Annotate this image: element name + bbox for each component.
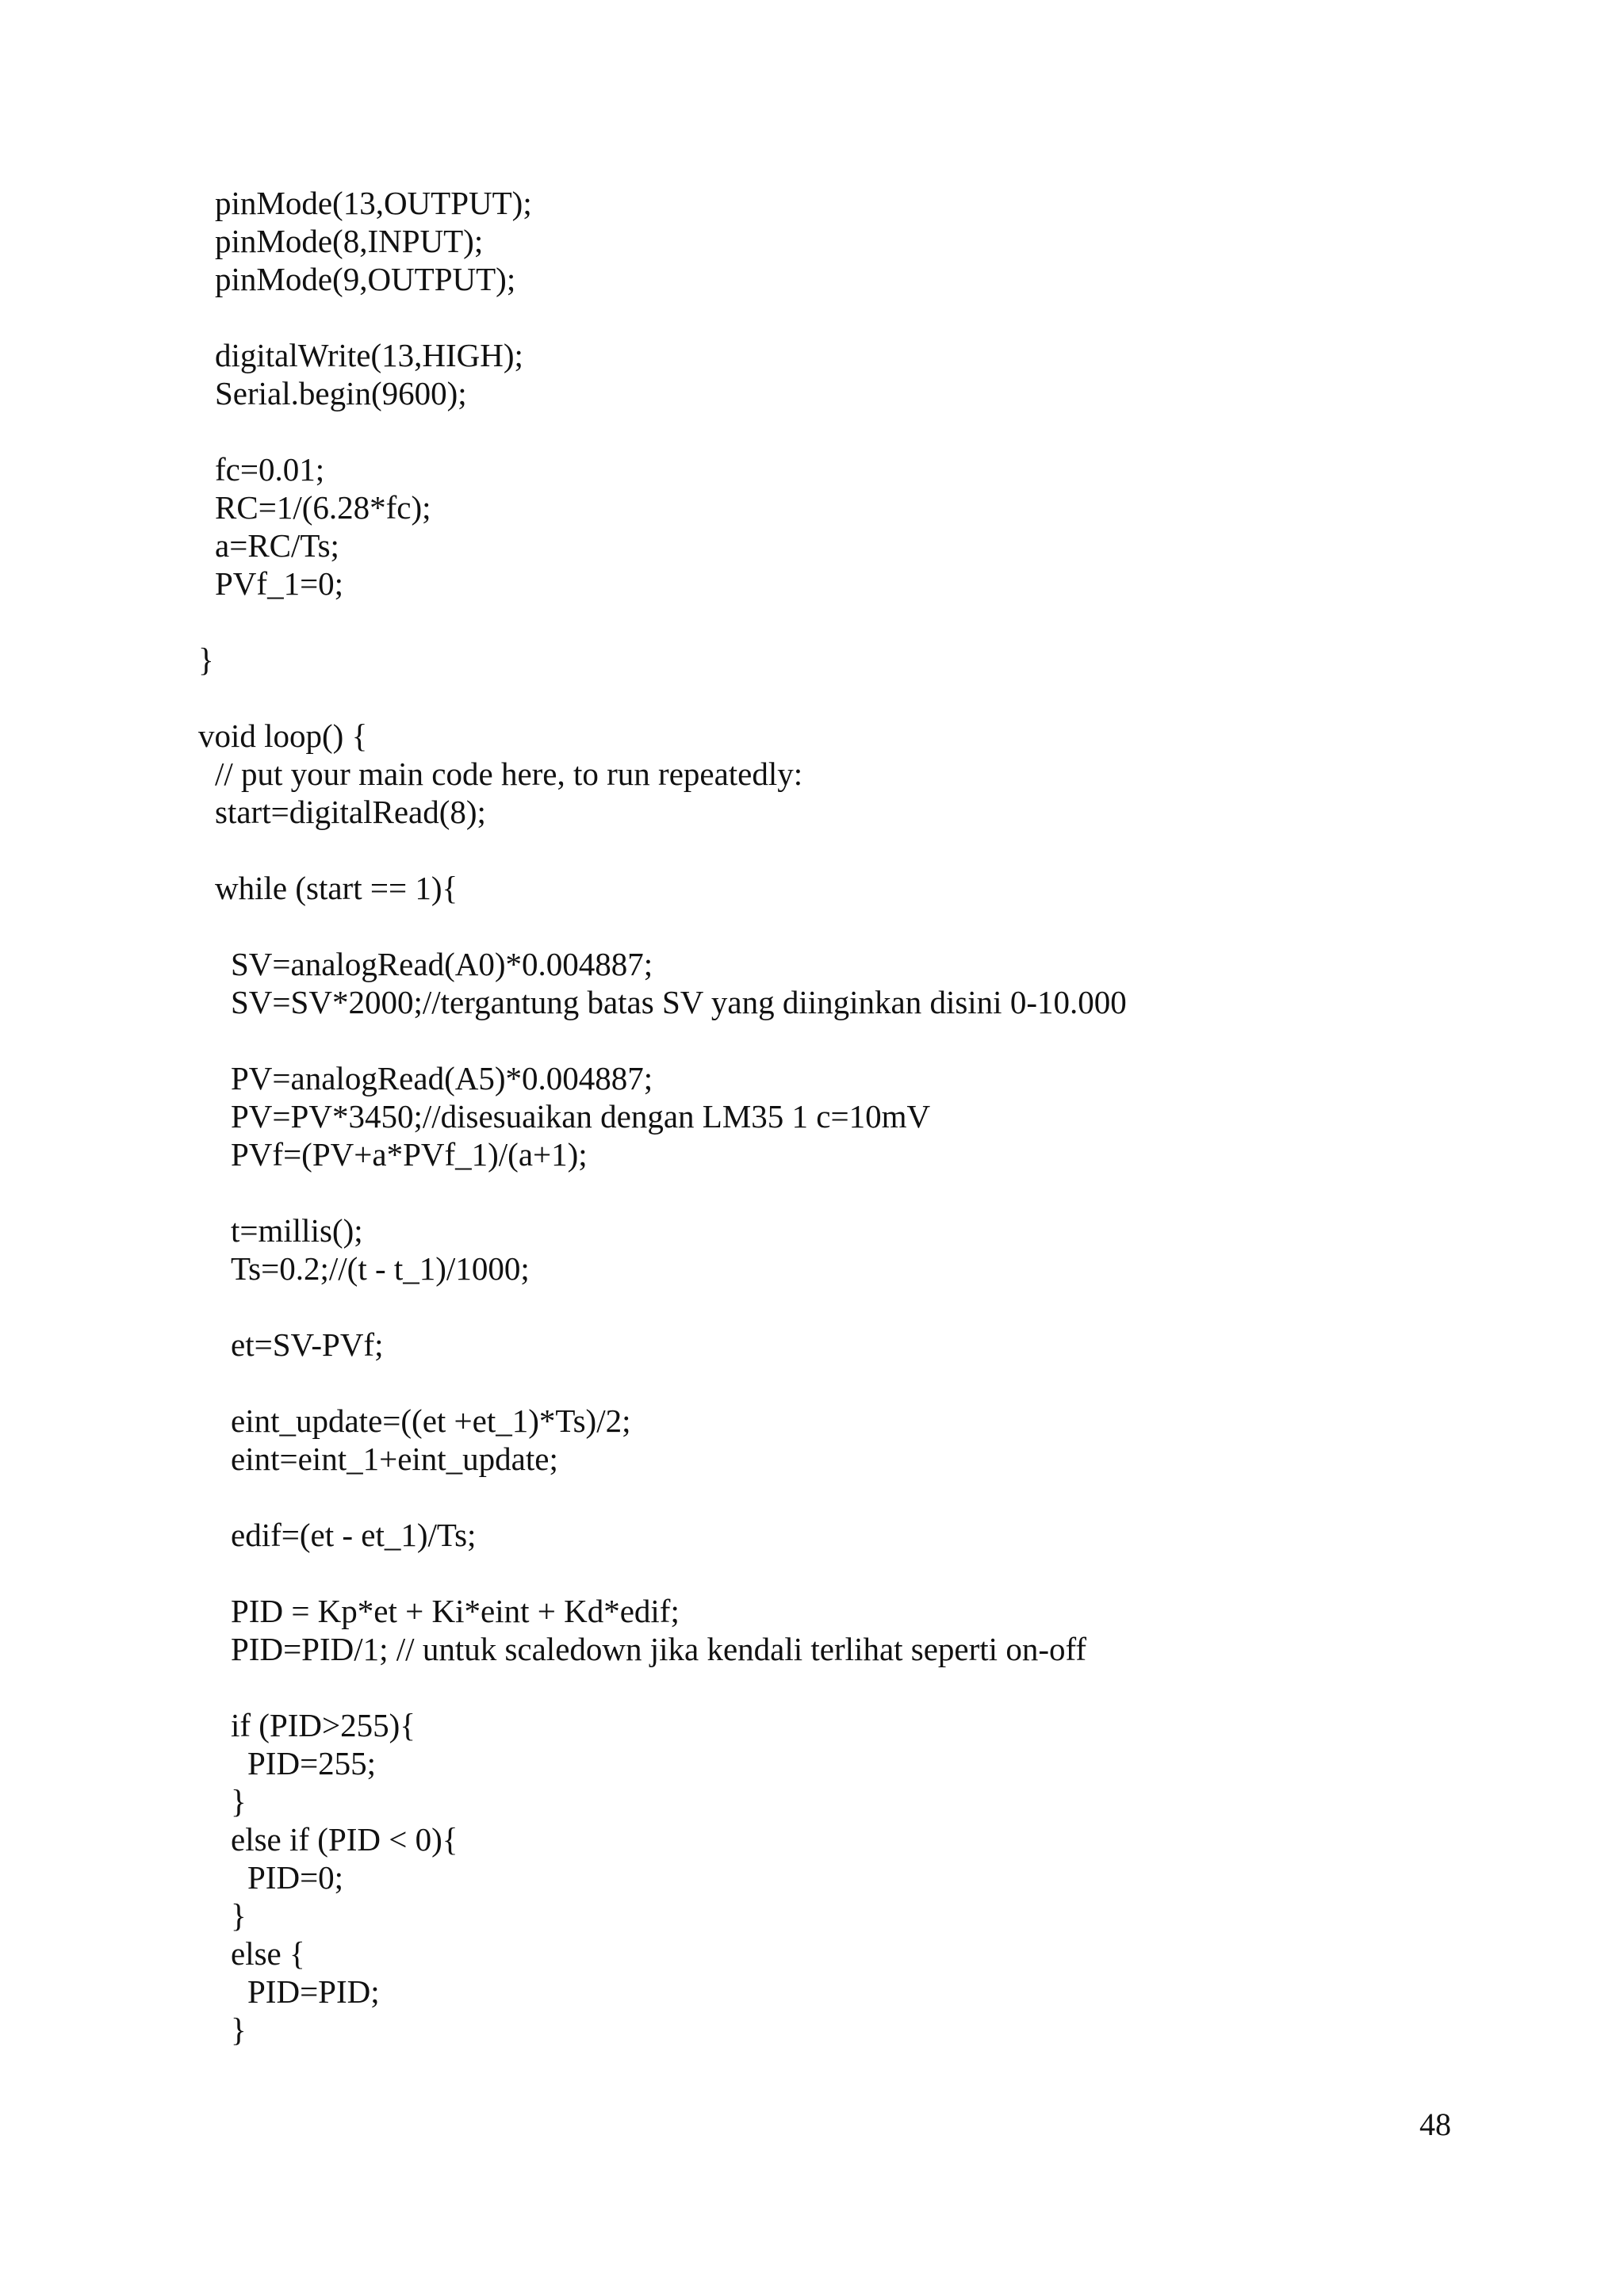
code-line: eint_update=((et +et_1)*Ts)/2;	[231, 1402, 631, 1439]
code-line: PID=PID/1; // untuk scaledown jika kendali terlihat seperti on-off	[231, 1631, 1087, 1667]
code-line: a=RC/Ts;	[215, 527, 339, 564]
code-line: et=SV-PVf;	[231, 1326, 384, 1363]
code-line: pinMode(13,OUTPUT);	[215, 185, 532, 221]
code-line: PV=analogRead(A5)*0.004887;	[231, 1060, 653, 1096]
code-line: if (PID>255){	[231, 1707, 416, 1743]
blank-line	[198, 603, 1507, 641]
code-line: else if (PID < 0){	[231, 1821, 458, 1858]
code-line: void loop() {	[198, 718, 368, 754]
code-line: PID = Kp*et + Ki*eint + Kd*edif;	[231, 1593, 680, 1629]
code-line: // put your main code here, to run repeatedly:	[215, 756, 803, 792]
page-number: 48	[1419, 2107, 1451, 2142]
code-line: digitalWrite(13,HIGH);	[215, 337, 523, 373]
blank-line	[198, 1364, 1507, 1402]
code-line: }	[231, 1897, 247, 1934]
code-line: }	[231, 2011, 247, 2048]
code-line: }	[231, 1783, 247, 1820]
blank-line	[198, 298, 1507, 336]
code-line: }	[198, 641, 214, 678]
code-line: edif=(et - et_1)/Ts;	[231, 1517, 477, 1553]
code-line: else {	[231, 1935, 305, 1972]
code-line: Serial.begin(9600);	[215, 375, 467, 411]
code-line: PVf=(PV+a*PVf_1)/(a+1);	[231, 1136, 588, 1173]
code-line: PVf_1=0;	[215, 565, 344, 602]
blank-line	[198, 1554, 1507, 1592]
blank-line	[198, 1288, 1507, 1326]
code-line: PID=255;	[247, 1745, 377, 1781]
code-line: t=millis();	[231, 1212, 363, 1249]
code-line: SV=analogRead(A0)*0.004887;	[231, 946, 653, 982]
code-line: Ts=0.2;//(t - t_1)/1000;	[231, 1250, 530, 1287]
code-line: start=digitalRead(8);	[215, 794, 486, 830]
code-listing	[198, 184, 1507, 2049]
blank-line	[198, 1021, 1507, 1059]
code-line: PID=PID;	[247, 1973, 380, 2010]
code-line: fc=0.01;	[215, 451, 325, 488]
blank-line	[198, 1478, 1507, 1516]
blank-line	[198, 1668, 1507, 1706]
code-line: RC=1/(6.28*fc);	[215, 489, 431, 526]
code-line: PID=0;	[247, 1859, 344, 1896]
code-line: SV=SV*2000;//tergantung batas SV yang diinginkan disini 0-10.000	[231, 984, 1127, 1020]
blank-line	[198, 1173, 1507, 1211]
blank-line	[198, 679, 1507, 717]
blank-line	[198, 831, 1507, 869]
code-line: PV=PV*3450;//disesuaikan dengan LM35 1 c=10mV	[231, 1098, 931, 1135]
code-line: eint=eint_1+eint_update;	[231, 1441, 558, 1477]
code-line: while (start == 1){	[215, 870, 458, 906]
blank-line	[198, 907, 1507, 945]
code-line: pinMode(8,INPUT);	[215, 223, 484, 259]
code-line: pinMode(9,OUTPUT);	[215, 261, 516, 297]
blank-line	[198, 412, 1507, 450]
